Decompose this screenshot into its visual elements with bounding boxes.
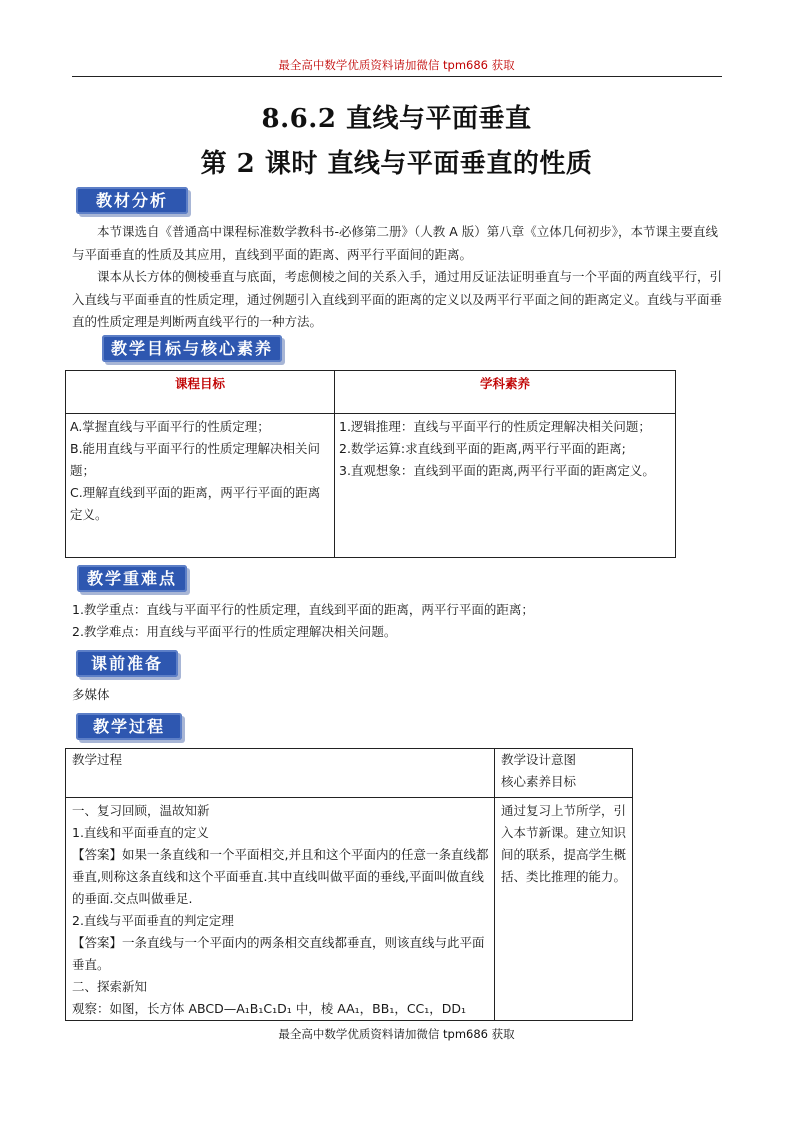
- goal-item: B.能用直线与平面平行的性质定理解决相关问题；: [70, 441, 321, 478]
- footer-note: 最全高中数学优质资料请加微信 tpm686 获取: [278, 1027, 515, 1041]
- process-line: 一、复习回顾，温故知新: [72, 803, 210, 818]
- process-line: 观察：如图，长方体 ABCD—A₁B₁C₁D₁ 中，棱 AA₁，BB₁，CC₁，DD₁: [72, 1001, 467, 1016]
- header-note: 最全高中数学优质资料请加微信 tpm686 获取: [278, 58, 515, 72]
- keypoint-item: 2.教学难点：用直线与平面平行的性质定理解决相关问题。: [72, 624, 397, 639]
- page-subtitle: 第 2 课时 直线与平面垂直的性质: [200, 149, 593, 179]
- process-header-left: 教学过程: [66, 749, 495, 798]
- goals-course-cell: [66, 414, 335, 558]
- process-line: 二、探索新知: [72, 979, 148, 994]
- goals-header-literacy: 学科素养: [335, 371, 676, 414]
- section-banner-goals: 教学目标与核心素养: [102, 335, 282, 362]
- goal-item: A.掌握直线与平面平行的性质定理；: [70, 419, 270, 434]
- goals-table: [65, 370, 676, 558]
- section-banner-analysis: 教材分析: [76, 187, 188, 214]
- literacy-item: 3.直观想象：直线到平面的距离,两平行平面的距离定义。: [339, 463, 655, 478]
- process-header-right: [495, 749, 633, 798]
- process-table: [65, 748, 633, 1021]
- goals-header-course: 课程目标: [66, 371, 335, 414]
- analysis-text: [72, 221, 722, 334]
- keypoints-list: [72, 599, 722, 643]
- process-line: 2.直线与平面垂直的判定定理: [72, 913, 234, 928]
- process-intent-cell: 通过复习上节所学，引入本节新课。建立知识间的联系，提高学生概括、类比推理的能力。: [495, 798, 633, 1021]
- goal-item: C.理解直线到平面的距离，两平行平面的距离定义。: [70, 485, 321, 522]
- process-line: 1.直线和平面垂直的定义: [72, 825, 209, 840]
- analysis-paragraph: 本节课选自《普通高中课程标准数学教科书-必修第二册》（人教 A 版）第八章《立体几何初步》，本节课主要直线与平面垂直的性质及其应用，直线到平面的距离、两平行平面间的距离。: [72, 224, 719, 262]
- goals-literacy-cell: [335, 414, 676, 558]
- header-rule: [72, 76, 722, 77]
- process-answer: 【答案】如果一条直线和一个平面相交,并且和这个平面内的任意一条直线都垂直,则称这条直线和这个平面垂直.其中直线叫做平面的垂线,平面叫做直线的垂面.交点叫做垂足.: [72, 847, 489, 906]
- prep-text: 多媒体: [72, 687, 110, 702]
- keypoint-item: 1.教学重点：直线与平面平行的性质定理，直线到平面的距离，两平行平面的距离；: [72, 602, 534, 617]
- section-banner-process: 教学过程: [76, 713, 182, 740]
- process-header-right-line: 核心素养目标: [501, 774, 577, 789]
- process-main-cell: [66, 798, 495, 1021]
- page-title: 8.6.2 直线与平面垂直: [261, 104, 532, 134]
- process-answer: 【答案】一条直线与一个平面内的两条相交直线都垂直，则该直线与此平面垂直。: [72, 935, 485, 972]
- literacy-item: 2.数学运算:求直线到平面的距离,两平行平面的距离;: [339, 441, 626, 456]
- process-header-right-line: 教学设计意图: [501, 752, 577, 767]
- literacy-item: 1.逻辑推理：直线与平面平行的性质定理解决相关问题；: [339, 419, 651, 434]
- section-banner-prep: 课前准备: [76, 650, 178, 677]
- analysis-paragraph: 课本从长方体的侧棱垂直与底面，考虑侧棱之间的关系入手，通过用反证法证明垂直与一个平面的两直线平行，引入直线与平面垂直的性质定理，通过例题引入直线到平面的距离的定义以及两平行平面之间的距离定义。直线与平面垂直的性质定理是判断两直线平行的一种方法。: [72, 269, 723, 329]
- section-banner-keypoints: 教学重难点: [77, 565, 187, 592]
